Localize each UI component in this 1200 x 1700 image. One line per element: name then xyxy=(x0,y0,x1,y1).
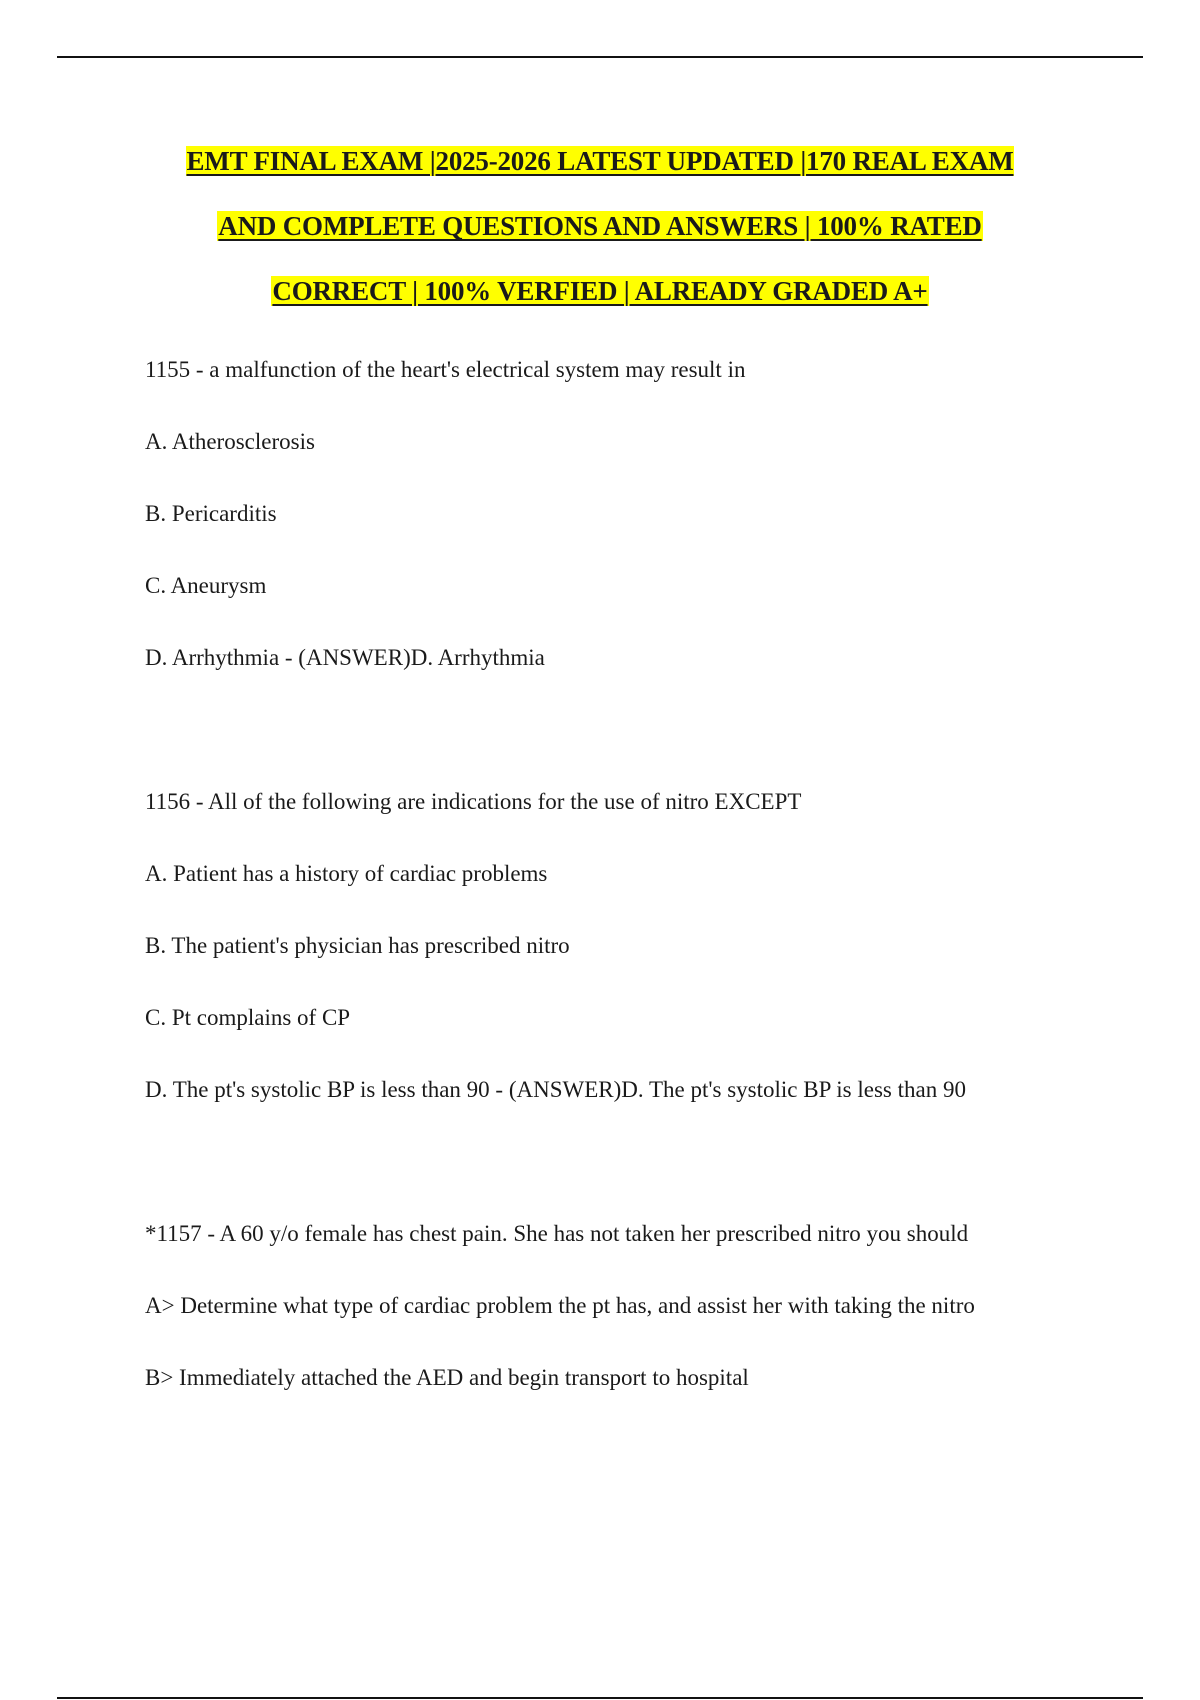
question-1155 xyxy=(145,352,1145,712)
answer-option: B. Pericarditis xyxy=(145,501,277,526)
question-list xyxy=(145,352,1145,1432)
answer-option: B> Immediately attached the AED and begin transport to hospital xyxy=(145,1365,749,1390)
answer-option: C. Aneurysm xyxy=(145,573,267,598)
title-line-1: EMT FINAL EXAM |2025-2026 LATEST UPDATED |170 REAL EXAM xyxy=(186,146,1014,176)
answer-option: A> Determine what type of cardiac problem the pt has, and assist her with taking the nitro xyxy=(145,1293,975,1318)
answer-option: C. Pt complains of CP xyxy=(145,1005,351,1030)
answer-option: A. Atherosclerosis xyxy=(145,429,315,454)
top-rule xyxy=(57,56,1143,58)
answer-option: D. Arrhythmia - (ANSWER)D. Arrhythmia xyxy=(145,645,545,670)
title-line-3: CORRECT | 100% VERFIED | ALREADY GRADED A+ xyxy=(272,276,928,306)
title-line-2: AND COMPLETE QUESTIONS AND ANSWERS | 100% RATED xyxy=(218,211,982,241)
question-1157 xyxy=(145,1216,1145,1432)
bottom-rule xyxy=(57,1697,1143,1699)
spacer xyxy=(145,712,1145,784)
answer-option: D. The pt's systolic BP is less than 90 - (ANSWER)D. The pt's systolic BP is less than 90 xyxy=(145,1077,966,1102)
question-prompt: *1157 - A 60 y/o female has chest pain. She has not taken her prescribed nitro you should xyxy=(145,1221,969,1246)
answer-option: A. Patient has a history of cardiac problems xyxy=(145,861,548,886)
question-1156 xyxy=(145,784,1145,1144)
document-title xyxy=(0,141,1200,336)
question-prompt: 1155 - a malfunction of the heart's electrical system may result in xyxy=(145,357,746,382)
spacer xyxy=(145,1144,1145,1216)
answer-option: B. The patient's physician has prescribed nitro xyxy=(145,933,570,958)
question-prompt: 1156 - All of the following are indications for the use of nitro EXCEPT xyxy=(145,789,802,814)
